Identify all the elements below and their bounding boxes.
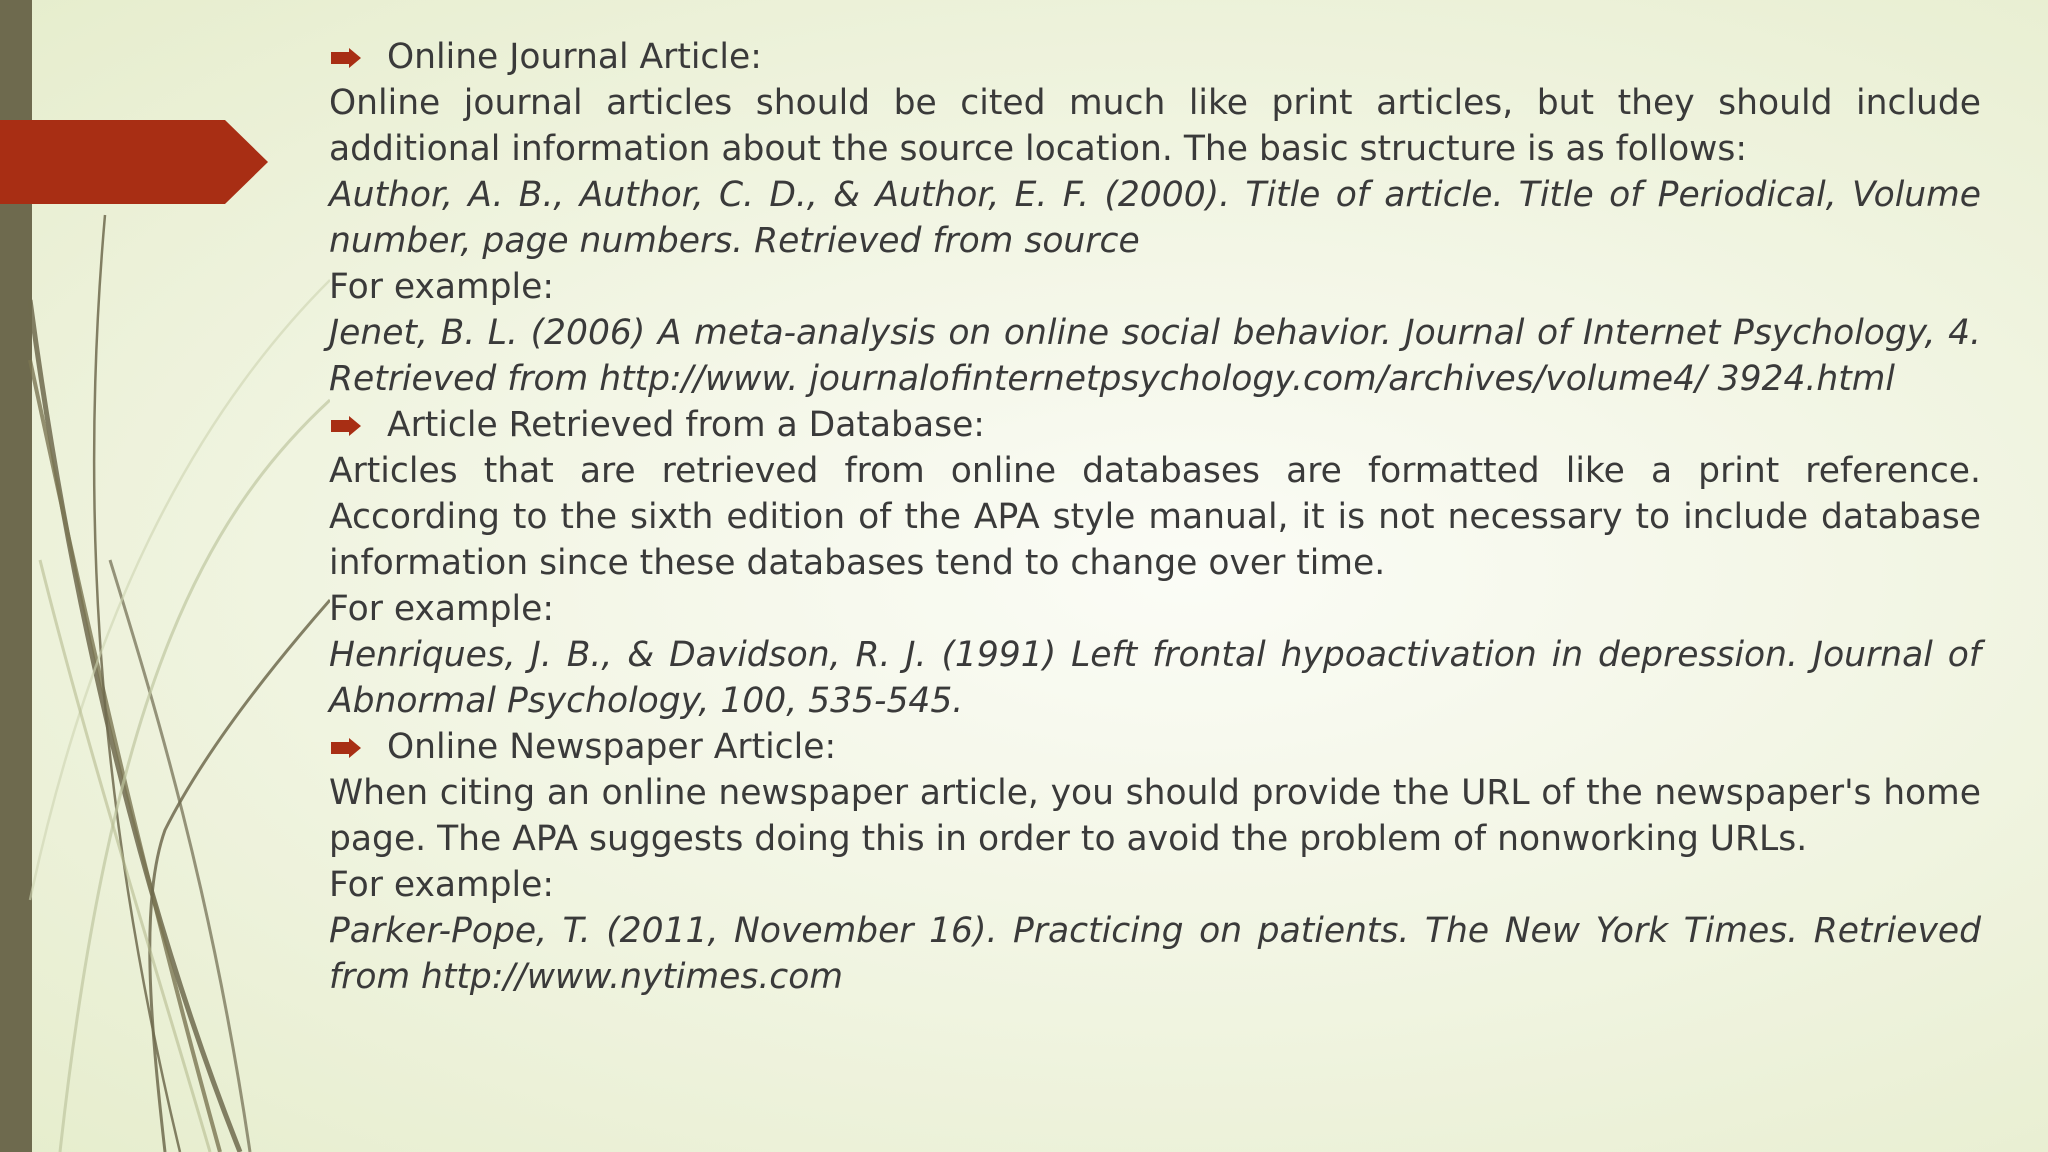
section-heading: [329, 724, 1981, 770]
example-label: For example:: [329, 267, 554, 307]
example-label: For example:: [329, 865, 554, 905]
example-label: For example:: [329, 589, 554, 629]
section-description: Online journal articles should be cited much like print articles, but they should include additional information about the source location. The basic structure is as follows:: [329, 83, 1981, 169]
section-description: When citing an online newspaper article, you should provide the URL of the newspaper's home page. The APA suggests doing this in order to avoid the problem of nonworking URLs.: [329, 773, 1981, 859]
slide-content: [329, 34, 1981, 1000]
section-description: Articles that are retrieved from online databases are formatted like a print reference. According to the sixth edition of the APA style manual, it is not necessary to include database information since these databases tend to change over time.: [329, 451, 1981, 583]
citation-example: Parker-Pope, T. (2011, November 16). Practicing on patients. The New York Times. Retrieved from http://www.nytimes.com: [329, 911, 1981, 997]
citation-example: Henriques, J. B., & Davidson, R. J. (1991) Left frontal hypoactivation in depression. Journal of Abnormal Psychology, 100, 535-545.: [329, 635, 1981, 721]
section-heading-text: Article Retrieved from a Database:: [387, 405, 985, 445]
section-heading: [329, 34, 1981, 80]
section-heading: [329, 402, 1981, 448]
section-heading-text: Online Newspaper Article:: [387, 727, 837, 767]
decorative-curves: [0, 0, 330, 1152]
citation-example: Jenet, B. L. (2006) A meta-analysis on online social behavior. Journal of Internet Psychology, 4. Retrieved from http://www. journalofinternetpsychology.com/archives/volume4/ 3924.html: [329, 313, 1981, 399]
citation-format: Author, A. B., Author, C. D., & Author, E. F. (2000). Title of article. Title of Periodical, Volume number, page numbers. Retrieved from source: [329, 175, 1981, 261]
arrow-banner: [0, 120, 268, 204]
arrow-bullet-icon: [331, 48, 361, 68]
section-heading-text: Online Journal Article:: [387, 37, 762, 77]
arrow-bullet-icon: [331, 416, 361, 436]
arrow-bullet-icon: [331, 738, 361, 758]
